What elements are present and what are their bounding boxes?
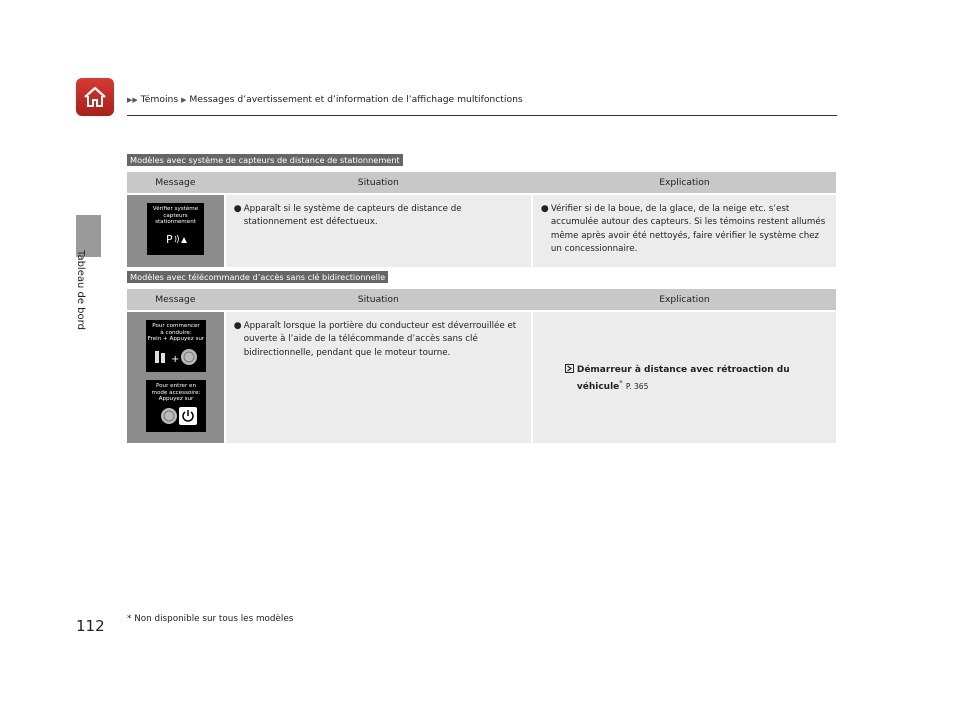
bullet-item bbox=[234, 320, 523, 360]
screen-line: mode accessoire: bbox=[151, 389, 201, 396]
table-header bbox=[127, 172, 836, 193]
bullet-item bbox=[234, 203, 523, 230]
footnote: * Non disponible sur tous les modèles bbox=[127, 614, 294, 624]
table-row bbox=[127, 195, 836, 267]
screen-line: Appuyez sur bbox=[158, 396, 194, 403]
screen-line: stationnement bbox=[155, 219, 196, 226]
power-button-icon bbox=[149, 405, 203, 427]
column-header-message: Message bbox=[155, 294, 196, 305]
screen-line: Pour entrer en bbox=[155, 383, 197, 389]
column-header-situation: Situation bbox=[357, 294, 399, 305]
situation-text: Apparaît lorsque la portière du conducteur est déverrouillée et ouverte à l’aide de la télécommande d’accès sans clé bidirectionnelle, pendant que le moteur tourne. bbox=[243, 321, 517, 358]
situation-text: Apparaît si le système de capteurs de distance de stationnement est défectueux. bbox=[243, 204, 462, 228]
svg-text:+: + bbox=[171, 353, 180, 365]
explanation-text: Vérifier si de la boue, de la glace, de la neige etc. s’est accumulée autour des capteurs. Si les témoins restent allumés même après avoir été nettoyés, faire vérifier le système chez un concessionnaire. bbox=[550, 204, 826, 254]
section-label-parking-sensors: Modèles avec système de capteurs de distance de stationnement bbox=[127, 154, 403, 166]
breadcrumb-arrow-icon: ▶▶ bbox=[127, 96, 138, 104]
column-header-situation: Situation bbox=[357, 177, 399, 188]
column-header-message: Message bbox=[155, 177, 196, 188]
footnote-marker: * bbox=[619, 379, 623, 387]
explanation-cell bbox=[533, 312, 836, 443]
table-header bbox=[127, 289, 836, 310]
cross-reference-link[interactable] bbox=[565, 364, 828, 394]
breadcrumb-arrow-icon: ▶ bbox=[181, 96, 187, 104]
section-label-keyless-remote: Modèles avec télécommande d’accès sans clé bidirectionnelle bbox=[127, 271, 388, 283]
bullet-icon: ● bbox=[233, 204, 242, 214]
explanation-cell bbox=[533, 195, 836, 267]
home-icon bbox=[82, 84, 108, 110]
breadcrumb-link-temoins[interactable]: Témoins bbox=[140, 94, 179, 105]
page-number: 112 bbox=[76, 617, 105, 635]
message-cell bbox=[127, 312, 224, 443]
situation-cell bbox=[226, 195, 531, 267]
reference-page: P. 365 bbox=[625, 382, 649, 391]
header-divider bbox=[127, 115, 837, 116]
screen-line: Frein + Appuyez sur bbox=[147, 336, 205, 343]
display-screen bbox=[147, 203, 204, 255]
situation-cell bbox=[226, 312, 531, 443]
bullet-icon: ● bbox=[540, 204, 549, 214]
breadcrumb-current: Messages d’avertissement et d’information de l’affichage multifonctions bbox=[189, 94, 523, 105]
screen-line: Vérifier système bbox=[152, 206, 199, 212]
screen-line: Pour commencer bbox=[152, 323, 200, 329]
parking-sensor-icon bbox=[164, 232, 188, 246]
column-header-explanation: Explication bbox=[659, 177, 710, 188]
message-cell bbox=[127, 195, 224, 267]
svg-text:P: P bbox=[165, 232, 173, 246]
screen-line: capteurs bbox=[163, 212, 188, 219]
table-row bbox=[127, 312, 836, 443]
screen-line: à conduire: bbox=[160, 329, 192, 336]
home-button[interactable] bbox=[76, 78, 114, 116]
bullet-icon: ● bbox=[233, 321, 242, 331]
brake-plus-start-icon bbox=[149, 347, 203, 367]
reference-title: Démarreur à distance avec rétroaction du véhicule bbox=[576, 365, 790, 392]
display-screen bbox=[146, 380, 206, 432]
breadcrumb bbox=[127, 94, 523, 105]
side-section-label: Tableau de bord bbox=[75, 250, 86, 330]
bullet-item bbox=[541, 203, 828, 256]
column-header-explanation: Explication bbox=[659, 294, 710, 305]
reference-arrow-icon bbox=[565, 364, 577, 394]
display-screen bbox=[146, 320, 206, 372]
